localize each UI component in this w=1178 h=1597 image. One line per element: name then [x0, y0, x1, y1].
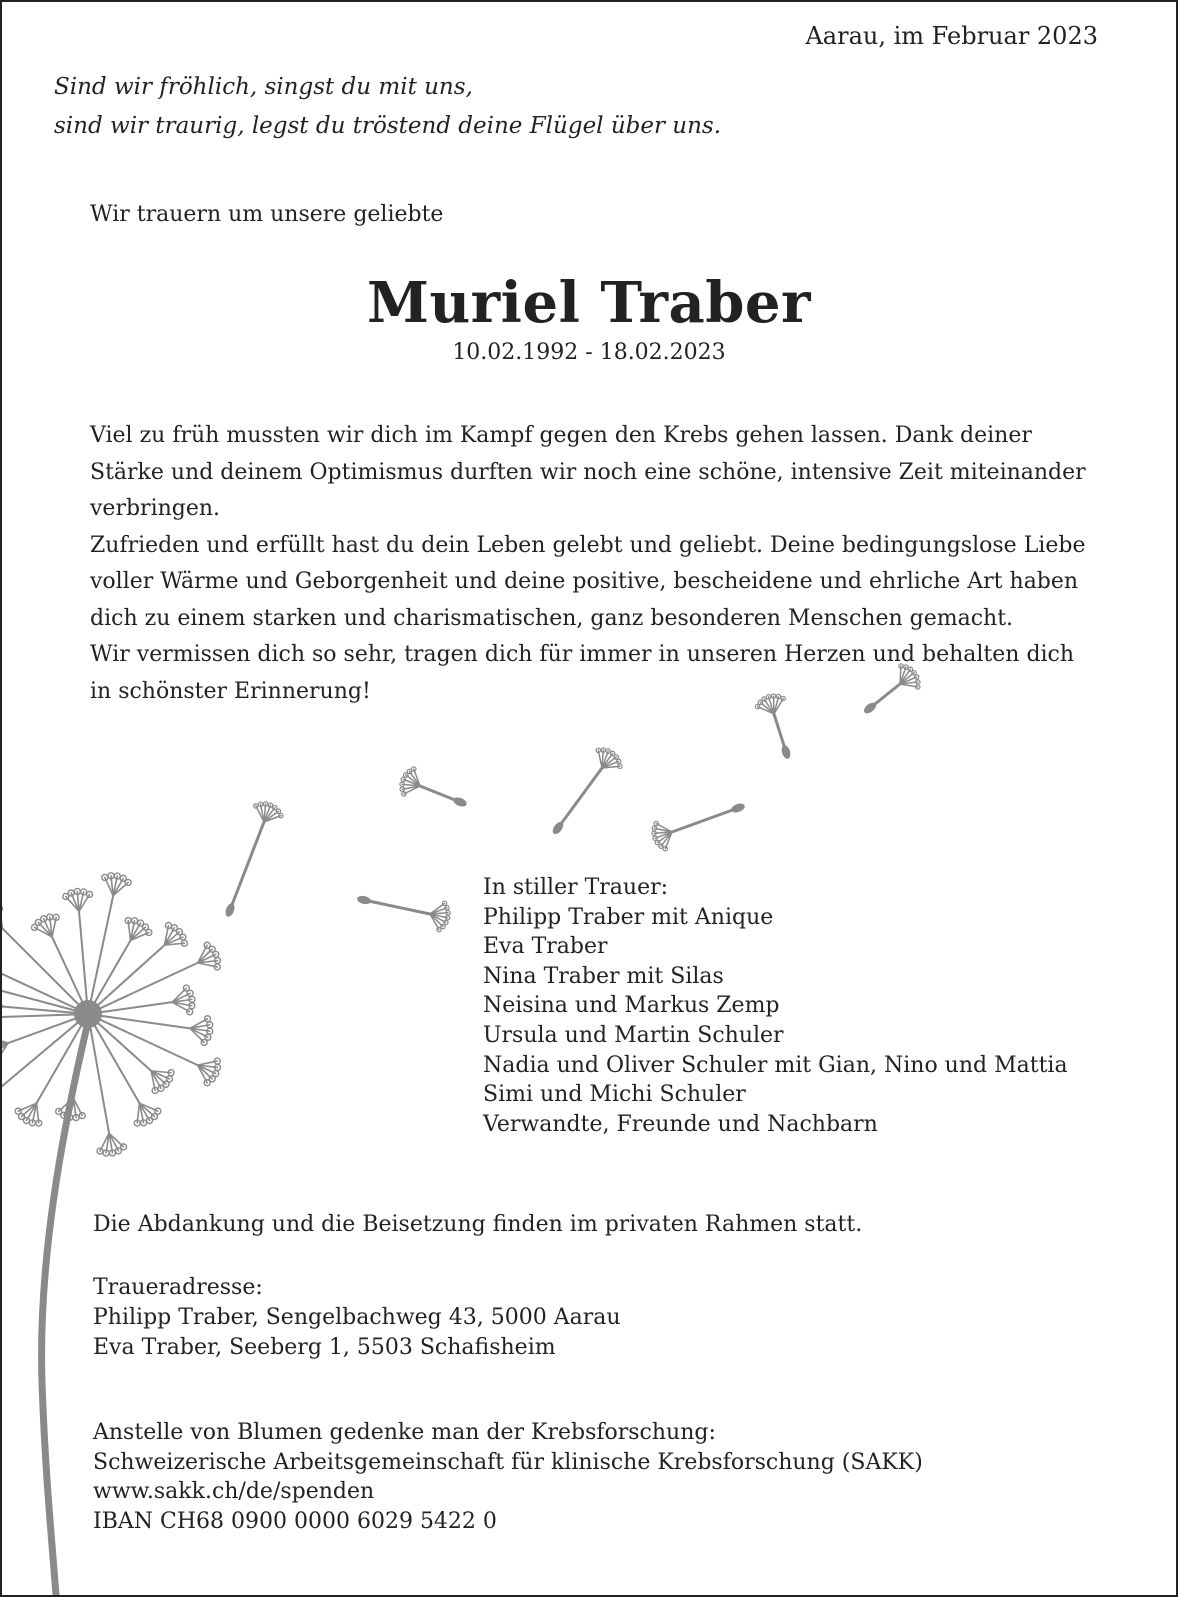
mourners-heading: In stiller Trauer: — [483, 875, 669, 900]
address-label: Traueradresse: — [93, 1275, 263, 1300]
mourner-name: Nadia und Oliver Schuler mit Gian, Nino und Mattia — [483, 1052, 1068, 1078]
body-paragraph: Wir vermissen dich so sehr, tragen dich für immer in unseren Herzen und behalten dich in schönster Erinnerung! — [90, 642, 1075, 704]
body-paragraph: Zufrieden und erfüllt hast du dein Leben gelebt und geliebt. Deine bedingungslose Liebe voller Wärme und Geborgenheit und deine positive, bescheidene und ehrliche Art haben dich zu einem starken und charismatischen, ganz besonderen Menschen gemacht. — [90, 532, 1086, 631]
donation-iban: IBAN CH68 0900 0000 6029 5422 0 — [93, 1508, 497, 1534]
mourners-list — [483, 873, 1068, 1139]
donation-url: www.sakk.ch/de/spenden — [93, 1479, 375, 1505]
body-paragraph: Viel zu früh mussten wir dich im Kampf gegen den Krebs gehen lassen. Dank deiner Stärke und deinem Optimismus durften wir noch eine schöne, intensive Zeit miteinander verbringen. — [90, 423, 1086, 521]
deceased-name: Muriel Traber — [366, 270, 812, 336]
intro-text: Wir trauern um unsere geliebte — [90, 202, 444, 227]
mourner-name: Simi und Michi Schuler — [483, 1082, 746, 1108]
mourner-name: Verwandte, Freunde und Nachbarn — [483, 1111, 878, 1137]
motto-verse — [54, 68, 721, 146]
life-dates: 10.02.1992 - 18.02.2023 — [452, 340, 726, 365]
obituary-body — [90, 418, 1100, 710]
donation-intro: Anstelle von Blumen gedenke man der Krebsforschung: — [93, 1420, 716, 1445]
mourner-name: Philipp Traber mit Anique — [483, 904, 774, 930]
motto-line: sind wir traurig, legst du tröstend deine Flügel über uns. — [54, 113, 722, 139]
donation-notice — [93, 1418, 923, 1536]
ceremony-notice: Die Abdankung und die Beisetzung finden im privaten Rahmen statt. — [93, 1212, 863, 1237]
address-line: Philipp Traber, Sengelbachweg 43, 5000 Aarau — [93, 1305, 621, 1330]
address-line: Eva Traber, Seeberg 1, 5503 Schafisheim — [93, 1335, 556, 1360]
mourner-name: Eva Traber — [483, 934, 608, 960]
mourner-name: Neisina und Markus Zemp — [483, 993, 780, 1019]
mourner-name: Nina Traber mit Silas — [483, 963, 724, 989]
donation-organization: Schweizerische Arbeitsgemeinschaft für klinische Krebsforschung (SAKK) — [93, 1449, 923, 1475]
mourning-address — [93, 1273, 621, 1363]
place-date: Aarau, im Februar 2023 — [805, 22, 1098, 50]
mourner-name: Ursula und Martin Schuler — [483, 1022, 784, 1048]
motto-line: Sind wir fröhlich, singst du mit uns, — [54, 74, 473, 100]
